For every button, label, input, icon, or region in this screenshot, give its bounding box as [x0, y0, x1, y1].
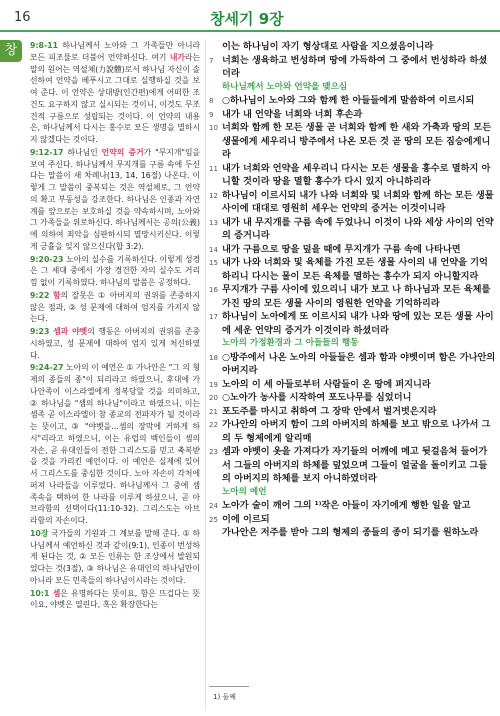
- verse-text: 내가 내 무지개를 구름 속에 두었나니 이것이 나와 세상 사이의 언약의 증거니라: [222, 216, 494, 241]
- commentary-column: [30, 40, 200, 710]
- header-rule: [0, 30, 500, 32]
- verse-number: 17: [209, 313, 218, 321]
- verse: [209, 445, 496, 486]
- verse-text: 너희는 생육하고 번성하며 땅에 가득하여 그 중에서 번성하라 하셨더라: [222, 54, 488, 79]
- verse: [209, 499, 496, 513]
- verse-text: ○방주에서 나온 노아의 아들들은 셈과 함과 야벳이며 함은 가나안의 아버지라: [222, 351, 496, 376]
- verse-number: 19: [209, 380, 218, 389]
- commentary-ref: 9:8-11: [30, 41, 59, 50]
- commentary-note: [30, 588, 200, 612]
- column-divider: [205, 40, 206, 710]
- commentary-ref: 9:23: [30, 327, 50, 336]
- commentary-ref: 9:24-27: [30, 363, 64, 373]
- verse-text: 가나안은 저주를 받아 그의 형제의 종들의 종이 되기를 원하노라: [222, 527, 479, 538]
- book-tab: 창: [0, 40, 22, 62]
- commentary-note: [30, 362, 200, 527]
- verse-text: 내가 너희와 언약을 세우리니 다시는 모든 생물을 홍수로 멸하지 아니할 것이라 땅을 멸할 홍수가 다시 있지 아니하리라: [222, 162, 491, 187]
- commentary-ref: 9:12-17: [30, 147, 64, 157]
- commentary-text: 하나님인: [67, 147, 102, 157]
- section-heading: 하나님께서 노아와 언약을 맺으심: [222, 81, 348, 92]
- verse: [209, 94, 496, 108]
- verse-text: 내가 구름으로 땅을 덮을 때에 무지개가 구름 속에 나타나면: [222, 243, 461, 255]
- verse-text: 너희와 함께 한 모든 생물 곧 너희와 함께 한 새와 가축과 땅의 모든 생물에게 세우리니 방주에서 나온 모든 것 곧 땅의 모든 짐승에게니라: [222, 122, 492, 160]
- verse: [209, 40, 496, 54]
- verse-text: 무지개가 구름 사이에 있으리니 내가 보고 나 하나님과 모든 육체를 가진 땅의 모든 생물 사이의 영원한 언약을 기억하리라: [222, 284, 491, 309]
- commentary-note: [30, 326, 200, 361]
- verse-text: 노아의 이 세 아들로부터 사람들이 온 땅에 퍼지니라: [222, 378, 431, 390]
- commentary-ref: 9:22: [30, 290, 50, 300]
- verse-text: 내가 내 언약을 너희와 너희 후손과: [222, 108, 363, 120]
- verse-text: 이는 하나님이 자기 형상대로 사람을 지으셨음이니라: [222, 41, 434, 52]
- commentary-keyword: 언약의 증거: [101, 147, 144, 157]
- verse-number: 23: [209, 448, 218, 456]
- commentary-keyword: 함: [53, 290, 61, 300]
- verse: [209, 256, 496, 283]
- scripture-column: [209, 40, 496, 685]
- verse-number: 7: [209, 56, 214, 65]
- verse: [209, 162, 496, 189]
- verse-text: 셈과 야벳이 옷을 가져다가 자기들의 어깨에 메고 뒷걸음쳐 들어가서 그들의 아버지의 하체를 덮었으며 그들이 얼굴을 돌이키고 그들의 아버지의 하체를 보지 아니하였더라: [222, 446, 488, 484]
- verse: [209, 351, 496, 378]
- verse-number: 24: [209, 502, 218, 510]
- commentary-note: [30, 147, 200, 253]
- verse-number: 25: [209, 515, 218, 524]
- verse-number: 15: [209, 259, 218, 267]
- verse-number: 16: [209, 286, 218, 294]
- commentary-text: 라는 말의 원어는 역설체(力說體)로서 하나님 자신이 솔선하여 언약을 베푸시고 그대로 실행하실 것을 보여 준다. 이 언약은 상대방(인간편)에게 어떠한 조건도 요구하지 않고 실시되는 것이니, 이것도 무조건적 구름으로 성립되는 것이다. 이 언약의 내용은, 하나님께서 다시는 홍수로 모든 생명을 멸하시지 않겠다는 것이다.: [30, 52, 200, 144]
- verse-number: 14: [209, 245, 218, 254]
- verse: [209, 108, 496, 122]
- commentary-text: 의 잘못은 ① 아버지의 권위를 존중하지 않은 점과, ② 성 문제에 대하여 엄지를 가지지 않는다.: [30, 290, 200, 324]
- chapter-title: 창세기 9장: [210, 10, 284, 28]
- commentary-ref: 10장: [30, 528, 49, 538]
- verse-number: 21: [209, 407, 218, 416]
- commentary-text: 국가들의 기원과 그 계보를 말해 준다. ① 하나님께서 예언하신 것과 같이(9:1), 인종이 번성하게 된다는 것, ② 모든 인류는 한 조상에서 발원되었다는 것(3절), ③ 하나님은 유대인의 하나님만이 아니라 모든 민족들의 하나님이시라는 것이다.: [30, 528, 200, 585]
- verse-number: 20: [209, 394, 218, 402]
- verse-text: ○노아가 농사를 시작하여 포도나무를 심었더니: [222, 392, 412, 403]
- commentary-text: 은 유명하다는 뜻이요, 함은 뜨겁다는 뜻이요, 야벳은 열린다, 혹은 확장한다는: [30, 588, 200, 610]
- verse-number: 8: [209, 97, 214, 105]
- verse-number: 18: [209, 353, 218, 362]
- commentary-keyword: 셈과 야벳: [53, 327, 88, 336]
- commentary-ref: 10:1: [30, 588, 50, 598]
- verse: [209, 378, 496, 392]
- verse-number: 12: [209, 191, 218, 200]
- verse: [209, 526, 496, 540]
- verse: [209, 391, 496, 405]
- commentary-note: [30, 254, 200, 289]
- section-heading: 노아의 가정환경과 그 아들들의 행동: [222, 338, 359, 348]
- verse-text: 포도주를 마시고 취하여 그 장막 안에서 벌거벗은지라: [222, 405, 437, 417]
- verse-text: 노아가 술이 깨어 그의 ¹⁾작은 아들이 자기에게 행한 일을 알고: [222, 500, 471, 511]
- footnote: 1) 둘째: [213, 693, 236, 701]
- commentary-keyword: 내가: [169, 52, 185, 62]
- commentary-ref: 9:20-23: [30, 254, 64, 264]
- commentary-note: [30, 290, 200, 325]
- commentary-text: 노아의 이 예언은 ① 가나안은 "그 의 형제의 종들의 종"이 되리라고 하였으니, 후대에 가나안족이 이스라엘에게 정복당할 것을 의미하고, ② 하나님을 "셈의 하나님"이라고 하였으니, 이는 셈족 곧 이스라엘이 참 종교의 전파자가 될 것이라는 뜻이고, ③ "야벳을…셈의 장막에 거하게 하시"리라고 하였으니, 이는 유럽의 백인들이 셈의 자손, 곧 유대인들이 전한 그리스도를 믿고 축복받을 것을 가리킨 예언이다. 이 예언은 실제에 있어서 그리스도를 중심한 것이다. 노아 자손이 각처에 퍼져 나라들을 이루었다. 하나님께서 그 중에 셈 족속을 택하여 한 나라를 이루게 하셨으니, 곧 아브라함의 선택이다(11:10-32). 그리스도는 아브라함의 자손이다.: [30, 363, 200, 525]
- section-heading: 노아의 예언: [222, 486, 267, 497]
- commentary-keyword: 셈: [52, 588, 61, 598]
- commentary-text: 노아의 실수를 기록하신다. 이렇게 성경은 그 세대 중에서 가장 경건한 자의 실수도 거리낌 없이 기록하였다. 하나님의 말씀은 공정하다.: [30, 254, 200, 287]
- commentary-note: [30, 40, 200, 146]
- page-number: 16: [14, 10, 31, 25]
- footnote-rule: [209, 686, 249, 687]
- verse: [209, 405, 496, 419]
- verse-number: 10: [209, 124, 218, 132]
- verse: [209, 121, 496, 162]
- verse: [209, 243, 496, 257]
- verse-text: ○하나님이 노아와 그와 함께 한 아들들에게 말씀하여 이르시되: [222, 95, 475, 106]
- verse-number: 13: [209, 218, 218, 227]
- commentary-text: 의 행동은 아버지의 권위를 존중시하였고, 성 문제에 대하여 엄지 있게 처신하였다.: [30, 327, 200, 360]
- commentary-text: 하나님께서 노아와 그 가족들만 아니라 모든 피조물로 더불어 언약하신다. 여기: [30, 41, 200, 62]
- verse: [209, 310, 496, 337]
- verse-text: 하나님이 이르시되 내가 나와 너희와 및 너희와 함께 하는 모든 생물 사이에 대대로 영원히 세우는 언약의 증거는 이것이니라: [222, 189, 494, 214]
- verse-number: 11: [209, 164, 218, 173]
- verse: [209, 418, 496, 445]
- verse: [209, 513, 496, 527]
- verse: [209, 283, 496, 310]
- verse-text: 이에 이르되: [222, 513, 270, 525]
- verse-text: 하나님이 노아에게 또 이르시되 내가 나와 땅에 있는 모든 생물 사이에 세운 언약의 증거가 이것이라 하셨더라: [222, 311, 494, 336]
- verse: [209, 189, 496, 216]
- page-header: [0, 0, 500, 30]
- commentary-note: [30, 528, 200, 587]
- verse-number: 9: [209, 110, 214, 119]
- verse-text: 내가 나와 너희와 및 육체를 가진 모든 생물 사이의 내 언약을 기억하리니 다시는 물이 모든 육체를 멸하는 홍수가 되지 아니할지라: [222, 257, 488, 282]
- verse-number: 22: [209, 421, 218, 429]
- verse: [209, 54, 496, 81]
- commentary-text: 가 "무지개"임을 보여 주신다. 하나님께서 무지개를 구름 속에 두신다는 말씀이 새 차례나(13, 14, 16절) 나온다. 이렇게 그 말씀이 중복되는 것은 역설체로, 그 언약의 확고 부동성을 강조한다. 하나님은 인종과 자연계를 앞으로는 보호하실 것을 약속하시며, 노아와 그 가족들을 위로하신다. 하나님께서는 공의(公義)에 의하여 죄악을 심판하시되 멸망시키신다. 이렇게 긍휼을 잊지 않으신다(합 3:2).: [30, 147, 200, 251]
- verse: [209, 216, 496, 243]
- verse-text: 가나안의 아버지 함이 그의 아버지의 하체를 보고 밖으로 나가서 그의 두 형제에게 알리매: [222, 419, 491, 444]
